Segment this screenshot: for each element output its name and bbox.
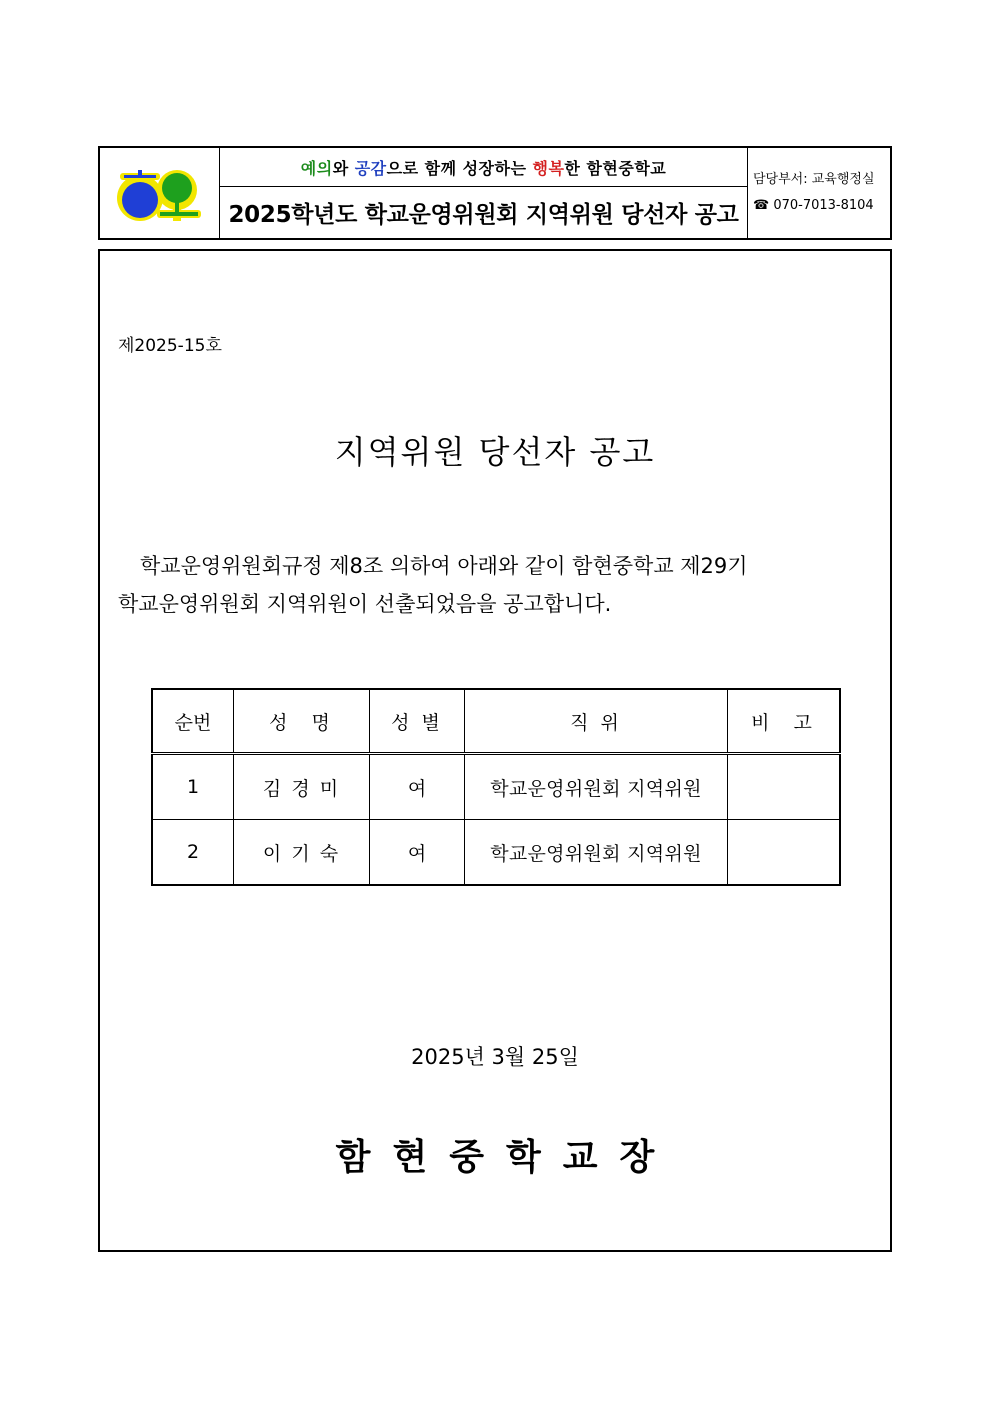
col-header-name: 성 명 — [234, 689, 370, 754]
document-title: 지역위원 당선자 공고 — [334, 433, 656, 471]
cell-number: 2 — [152, 820, 234, 886]
slogan-text: 으로 함께 성장하는 — [386, 158, 533, 178]
slogan-text: 와 — [332, 158, 355, 178]
header-center — [220, 148, 748, 238]
school-logo-cell — [100, 148, 220, 238]
cell-position: 학교운영위원회 지역위원 — [465, 754, 728, 820]
notice-body — [98, 249, 892, 1252]
table-row — [152, 754, 840, 820]
elected-members-table — [151, 688, 841, 886]
col-header-note: 비 고 — [728, 689, 841, 754]
col-header-number: 순번 — [152, 689, 234, 754]
cell-note — [728, 820, 841, 886]
cell-position: 학교운영위원회 지역위원 — [465, 820, 728, 886]
slogan-happiness: 행복 — [532, 158, 565, 178]
notice-header — [98, 146, 892, 240]
table-row — [152, 820, 840, 886]
cell-name: 이 기 숙 — [234, 820, 370, 886]
notice-paragraph — [118, 547, 878, 623]
cell-gender: 여 — [370, 754, 465, 820]
phone-number: 070-7013-8104 — [773, 198, 874, 213]
cell-note — [728, 754, 841, 820]
col-header-gender: 성 별 — [370, 689, 465, 754]
department: 담당부서: 교육행정실 — [753, 172, 875, 187]
cell-number: 1 — [152, 754, 234, 820]
paragraph-line: 학교운영위원회 지역위원이 선출되었음을 공고합니다. — [118, 592, 612, 616]
table-header-row — [152, 689, 840, 754]
principal-signature: 함현중학교장 — [335, 1137, 677, 1178]
paragraph-line: 학교운영위원회규정 제8조 의하여 아래와 같이 함현중학교 제29기 — [140, 554, 748, 578]
cell-name: 김 경 미 — [234, 754, 370, 820]
document-number: 제2025-15호 — [118, 336, 222, 356]
header-contact — [748, 148, 890, 238]
school-slogan — [220, 148, 747, 187]
header-title: 2025학년도 학교운영위원회 지역위원 당선자 공고 — [228, 202, 739, 228]
slogan-text: 한 함현중학교 — [564, 158, 667, 178]
cell-gender: 여 — [370, 820, 465, 886]
phone-line — [753, 193, 890, 219]
slogan-courtesy: 예의 — [300, 158, 333, 178]
col-header-position: 직 위 — [465, 689, 728, 754]
notice-date: 2025년 3월 25일 — [411, 1045, 579, 1069]
school-logo-icon — [100, 148, 219, 238]
phone-icon: ☎ — [753, 198, 770, 213]
slogan-empathy: 공감 — [354, 158, 387, 178]
